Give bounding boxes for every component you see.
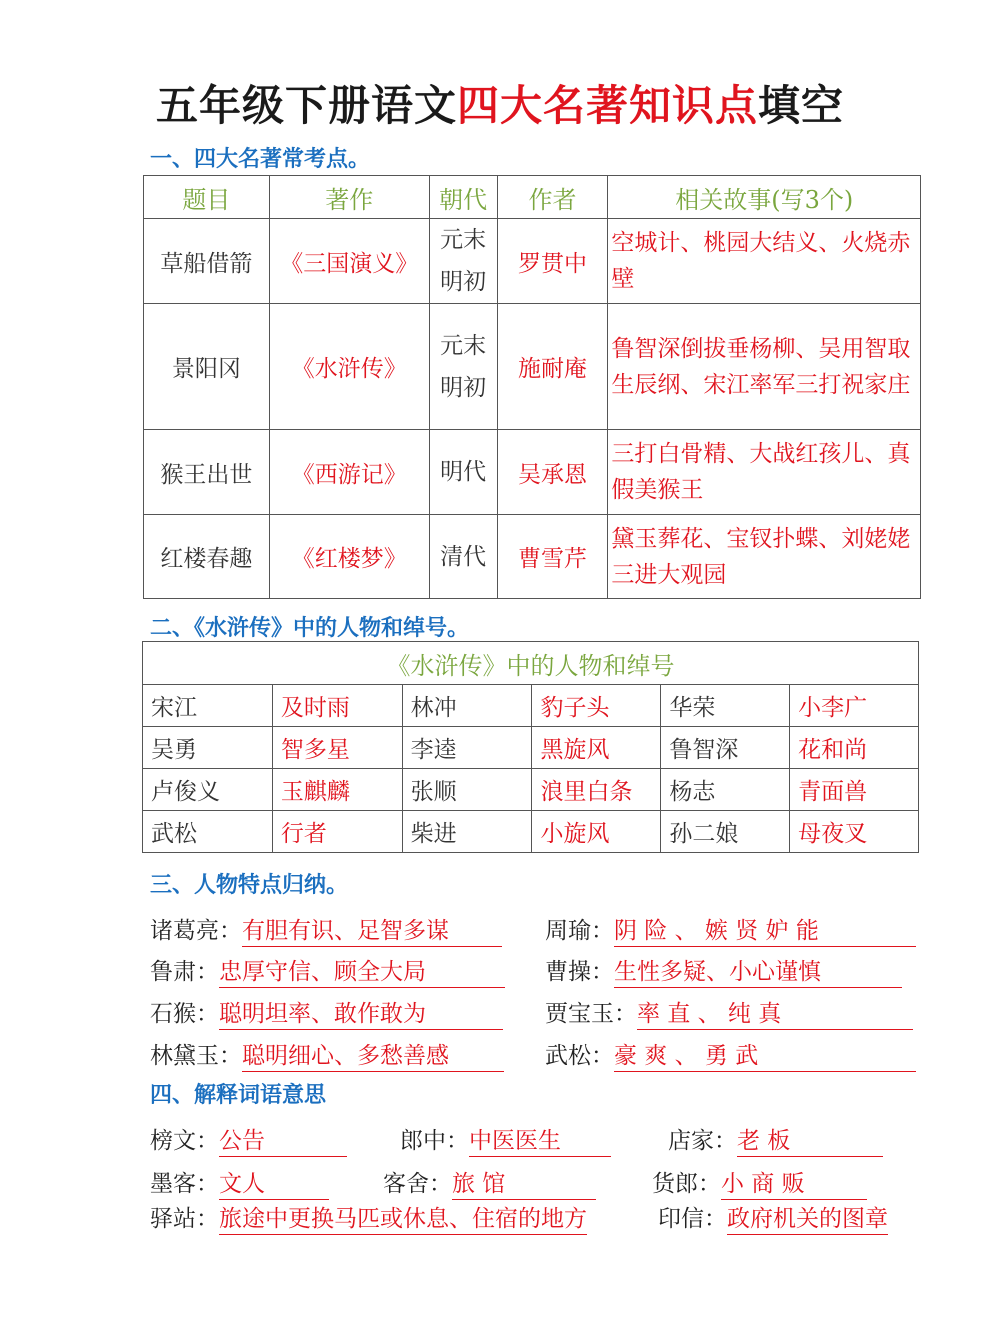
- trait-answer: 率 直 、 纯 真: [637, 995, 913, 1030]
- section3-heading: 三、人物特点归纳。: [150, 873, 349, 898]
- header-author: 作者: [497, 176, 608, 219]
- topic-cell: 草船借箭: [144, 219, 270, 304]
- vocab-label: 店家：: [668, 1128, 737, 1154]
- nicknames-table-title: 《水浒传》中的人物和绰号: [143, 642, 919, 685]
- vocab-label: 郎中：: [400, 1128, 469, 1154]
- character-nickname: 玉麒麟: [272, 769, 402, 811]
- trait-item: [545, 995, 913, 1030]
- topic-cell: 红楼春趣: [144, 515, 270, 599]
- character-name: 孙二娘: [661, 811, 790, 853]
- character-nickname: 浪里白条: [532, 769, 661, 811]
- nicknames-table: [142, 641, 919, 853]
- dynasty-line: 元末: [440, 227, 487, 253]
- vocab-item: [150, 1122, 347, 1157]
- trait-item: [545, 912, 916, 947]
- header-book: 著作: [269, 176, 429, 219]
- vocab-label: 榜文：: [150, 1128, 219, 1154]
- table-header-row: [144, 176, 921, 219]
- classics-table: [143, 175, 921, 599]
- dynasty-cell: [429, 304, 497, 430]
- character-nickname: 小旋风: [532, 811, 661, 853]
- trait-label: 曹操：: [545, 959, 614, 985]
- character-nickname: 母夜叉: [790, 811, 919, 853]
- dynasty-line: 明初: [440, 269, 487, 295]
- header-topic: 题目: [144, 176, 270, 219]
- vocab-answer: 政府机关的图章: [727, 1200, 888, 1235]
- trait-label: 诸葛亮：: [150, 918, 242, 944]
- character-name: 柴进: [402, 811, 532, 853]
- dynasty-line: 明初: [440, 374, 487, 401]
- table-row: [143, 685, 919, 727]
- section4-heading: 四、解释词语意思: [150, 1083, 327, 1108]
- trait-label: 林黛玉：: [150, 1043, 242, 1069]
- page-title: [0, 78, 1000, 134]
- header-dynasty: 朝代: [429, 176, 497, 219]
- title-highlight: 四大名著知识点: [456, 81, 758, 130]
- character-nickname: 及时雨: [272, 685, 402, 727]
- stories-cell: 鲁智深倒拔垂杨柳、吴用智取生辰纲、宋江率军三打祝家庄: [608, 304, 921, 430]
- character-name: 张顺: [402, 769, 532, 811]
- table-row: [144, 430, 921, 515]
- trait-item: [150, 912, 502, 947]
- author-cell: 吴承恩: [497, 430, 608, 515]
- table-row: [143, 769, 919, 811]
- trait-item: [545, 953, 902, 988]
- character-name: 李逵: [402, 727, 532, 769]
- trait-label: 周瑜：: [545, 918, 614, 944]
- character-name: 鲁智深: [661, 727, 790, 769]
- vocab-item: [668, 1122, 883, 1157]
- character-name: 林冲: [402, 685, 532, 727]
- book-cell: 《水浒传》: [269, 304, 429, 430]
- vocab-answer: 文人: [219, 1165, 329, 1200]
- topic-cell: 猴王出世: [144, 430, 270, 515]
- trait-label: 石猴：: [150, 1001, 219, 1027]
- vocab-label: 货郎：: [652, 1171, 721, 1197]
- dynasty-cell: [429, 219, 497, 304]
- table-row: [143, 727, 919, 769]
- trait-item: [150, 953, 505, 988]
- character-nickname: 小李广: [790, 685, 919, 727]
- trait-answer: 有胆有识、足智多谋: [242, 912, 502, 947]
- title-suffix: 填空: [758, 81, 845, 130]
- book-cell: 《红楼梦》: [269, 515, 429, 599]
- stories-cell: 三打白骨精、大战红孩儿、真假美猴王: [608, 430, 921, 515]
- trait-item: [150, 1037, 504, 1072]
- table-row: [144, 304, 921, 430]
- trait-item: [150, 995, 503, 1030]
- trait-answer: 生性多疑、小心谨慎: [614, 953, 902, 988]
- stories-cell: 空城计、桃园大结义、火烧赤壁: [608, 219, 921, 304]
- character-name: 华荣: [661, 685, 790, 727]
- vocab-label: 印信：: [658, 1206, 727, 1232]
- author-cell: 罗贯中: [497, 219, 608, 304]
- character-nickname: 青面兽: [790, 769, 919, 811]
- character-name: 杨志: [661, 769, 790, 811]
- dynasty-cell: 明代: [429, 430, 497, 515]
- trait-answer: 阴 险 、 嫉 贤 妒 能: [614, 912, 916, 947]
- table-row: [144, 515, 921, 599]
- character-nickname: 行者: [272, 811, 402, 853]
- vocab-label: 墨客：: [150, 1171, 219, 1197]
- character-name: 宋江: [143, 685, 273, 727]
- nicknames-title-row: [143, 642, 919, 685]
- trait-answer: 聪明细心、多愁善感: [242, 1037, 504, 1072]
- vocab-label: 驿站：: [150, 1206, 219, 1232]
- character-nickname: 豹子头: [532, 685, 661, 727]
- vocab-answer: 旅 馆: [452, 1165, 596, 1200]
- vocab-item: [150, 1200, 587, 1235]
- book-cell: 《三国演义》: [269, 219, 429, 304]
- vocab-label: 客舍：: [383, 1171, 452, 1197]
- character-name: 吴勇: [143, 727, 273, 769]
- vocab-item: [652, 1165, 867, 1200]
- vocab-item: [400, 1122, 611, 1157]
- vocab-item: [150, 1165, 329, 1200]
- trait-label: 贾宝玉：: [545, 1001, 637, 1027]
- character-name: 卢俊义: [143, 769, 273, 811]
- vocab-answer: 老 板: [737, 1122, 883, 1157]
- trait-label: 鲁肃：: [150, 959, 219, 985]
- topic-cell: 景阳冈: [144, 304, 270, 430]
- character-nickname: 花和尚: [790, 727, 919, 769]
- trait-answer: 忠厚守信、顾全大局: [219, 953, 505, 988]
- trait-answer: 聪明坦率、敢作敢为: [219, 995, 503, 1030]
- section1-heading: 一、四大名著常考点。: [150, 147, 371, 172]
- author-cell: 施耐庵: [497, 304, 608, 430]
- character-name: 武松: [143, 811, 273, 853]
- trait-item: [545, 1037, 916, 1072]
- vocab-answer: 小 商 贩: [721, 1165, 867, 1200]
- character-nickname: 智多星: [272, 727, 402, 769]
- vocab-answer: 中医医生: [469, 1122, 611, 1157]
- dynasty-cell: 清代: [429, 515, 497, 599]
- vocab-item: [383, 1165, 596, 1200]
- stories-cell: 黛玉葬花、宝钗扑蝶、刘姥姥三进大观园: [608, 515, 921, 599]
- trait-label: 武松：: [545, 1043, 614, 1069]
- header-stories: 相关故事(写3个): [608, 176, 921, 219]
- book-cell: 《西游记》: [269, 430, 429, 515]
- table-row: [143, 811, 919, 853]
- dynasty-line: 元末: [440, 332, 487, 359]
- title-prefix: 五年级下册语文: [155, 81, 457, 130]
- vocab-answer: 公告: [219, 1122, 347, 1157]
- vocab-answer: 旅途中更换马匹或休息、住宿的地方: [219, 1200, 587, 1235]
- vocab-item: [658, 1200, 888, 1235]
- table-row: [144, 219, 921, 304]
- section2-heading: 二、《水浒传》中的人物和绰号。: [150, 616, 470, 641]
- author-cell: 曹雪芹: [497, 515, 608, 599]
- character-nickname: 黑旋风: [532, 727, 661, 769]
- trait-answer: 豪 爽 、 勇 武: [614, 1037, 916, 1072]
